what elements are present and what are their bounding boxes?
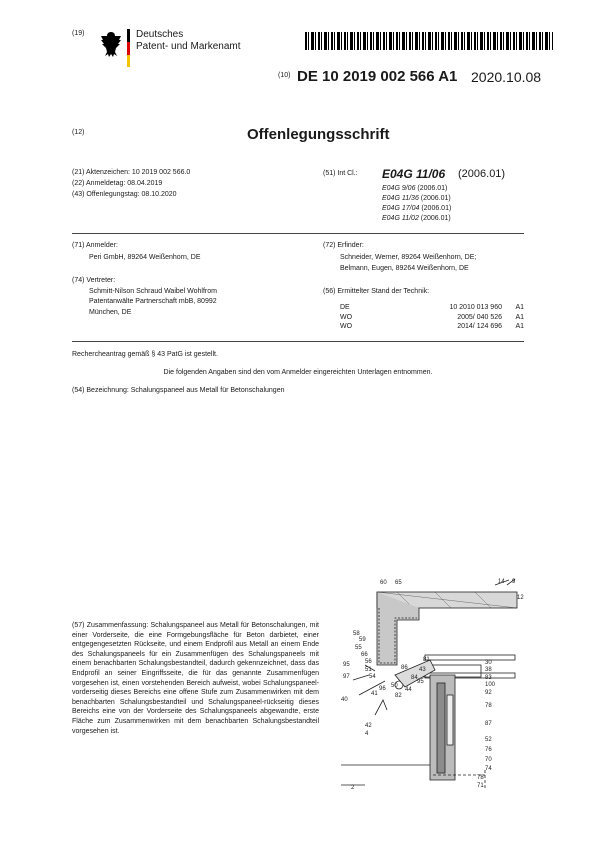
representative-label: (74) Vertreter: <box>72 277 116 284</box>
inid-10: (10) <box>278 72 291 79</box>
document-type: Offenlegungsschrift <box>247 126 390 143</box>
ref-label: 12 <box>517 595 524 601</box>
prior-art-row: WO 2014/ 124 696 A1 <box>340 323 524 331</box>
flag-stripe-gold <box>127 55 130 67</box>
ref-label: 87 <box>485 721 492 727</box>
ipc-entry: E04G 9/06 (2006.01) <box>382 185 448 192</box>
divider <box>72 341 524 342</box>
ref-label: 14 <box>498 579 505 585</box>
ref-label: 82 <box>395 693 402 699</box>
abstract-text: (57) Zusammenfassung: Schalungspaneel aus Metall für Betonschalungen, mit einer Vorderseite, die eine Formgebungsfläche für Beton darbietet, einer entgegengesetzten Rückseite, und einem Endprofil aus Metall an einem Ende des Schalungspaneels für ein Zusammenfügen des Schalungspaneels mit einem benachbarten Schalungsbestandteil, dadurch gekennzeichnet, dass das Endprofil an seiner Eingriffsseite, die für das genannte Zusammenfügen vorgesehen ist, einen vorstehenden Bereich aufweist, wobei Schalungspaneel-vorderseitig dieses Bereichs eine offene Stufe zum Zusammenwirken mit dem benachbarten Schalungsbestandteil und Schalungspaneel-rückseitig dieses Bereichs eine von der Vorderseite des Schalungspaneels abgewandte, erste Fläche zum Zusammenwirken mit dem benachbarten Schalungsbestandteil vorgesehen ist. <box>72 622 319 735</box>
inventor-line: Schneider, Werner, 89264 Weißenhorn, DE; <box>340 254 477 261</box>
ref-label: 70 <box>485 757 492 763</box>
ref-label: 56 <box>365 659 372 665</box>
ref-label: 55 <box>355 645 362 651</box>
search-request-note: Rechercheantrag gemäß § 43 PatG ist gestellt. <box>72 351 218 358</box>
ref-label: 66 <box>361 652 368 658</box>
ref-label: 71 <box>477 783 484 789</box>
ref-label: 76 <box>485 747 492 753</box>
representative-line: München, DE <box>89 309 132 316</box>
ref-label: 2 <box>351 785 355 791</box>
ref-label: 59 <box>359 637 366 643</box>
ref-label: 43 <box>419 667 426 673</box>
ref-label: 92 <box>485 690 492 696</box>
ref-label: 96 <box>379 686 386 692</box>
ipc-entry: E04G 17/04 (2006.01) <box>382 205 452 212</box>
office-name-line1: Deutsches <box>136 29 184 40</box>
filing-date: (22) Anmeldetag: 08.04.2019 <box>72 180 163 187</box>
ref-label: 30 <box>485 660 492 666</box>
ref-label: 50 <box>391 683 398 689</box>
federal-eagle-icon <box>98 29 124 63</box>
ref-label: 4 <box>365 731 369 737</box>
invention-title: (54) Bezeichnung: Schalungspaneel aus Metall für Betonschalungen <box>72 387 285 394</box>
prior-art-table <box>340 303 524 332</box>
ipc-main-version: (2006.01) <box>458 168 506 180</box>
information-note: Die folgenden Angaben sind den vom Anmelder eingereichten Unterlagen entnommen. <box>163 369 433 376</box>
inid-12: (12) <box>72 129 85 136</box>
ref-label: 78 <box>477 775 484 781</box>
ref-label: 58 <box>353 631 360 637</box>
ref-label: 86 <box>401 665 408 671</box>
ref-label: 54 <box>369 674 376 680</box>
inventor-label: (72) Erfinder: <box>323 242 364 249</box>
application-number: (21) Aktenzeichen: 10 2019 002 566.0 <box>72 169 191 176</box>
ref-label: 42 <box>365 723 372 729</box>
applicant-name: Peri GmbH, 89264 Weißenhorn, DE <box>89 254 201 261</box>
ref-label: 84 <box>411 675 418 681</box>
ref-label: 60 <box>380 580 387 586</box>
ref-label: 65 <box>395 580 402 586</box>
prior-art-row: WO 2005/ 040 526 A1 <box>340 313 524 321</box>
ref-label: 81 <box>423 657 430 663</box>
ref-label: 78 <box>485 703 492 709</box>
publication-date: 2020.10.08 <box>471 69 542 85</box>
flag-stripe-red <box>127 42 130 55</box>
prior-art-row: DE 10 2010 013 960 A1 <box>340 304 524 311</box>
publication-day: (43) Offenlegungstag: 08.10.2020 <box>72 191 177 198</box>
ref-label: 83 <box>485 675 492 681</box>
ref-label: 52 <box>485 737 492 743</box>
ref-label: 40 <box>341 697 348 703</box>
ipc-main-code: E04G 11/06 <box>382 167 446 181</box>
ref-label: 95 <box>343 662 350 668</box>
applicant-label: (71) Anmelder: <box>72 242 118 249</box>
divider <box>72 233 524 234</box>
ref-label: 44 <box>405 687 412 693</box>
ref-label: 38 <box>485 667 492 673</box>
inventor-line: Belmann, Eugen, 89264 Weißenhorn, DE <box>340 265 469 272</box>
inid-19: (19) <box>72 30 85 37</box>
ref-label: 51 <box>365 667 372 673</box>
ref-label: 74 <box>485 766 492 772</box>
prior-art-label: (56) Ermittelter Stand der Technik: <box>323 288 430 295</box>
technical-drawing <box>335 575 525 797</box>
ref-label: 97 <box>343 674 350 680</box>
barcode <box>305 32 553 50</box>
publication-number: DE 10 2019 002 566 A1 <box>297 68 458 85</box>
ref-label: 100 <box>485 682 496 688</box>
representative-line: Schmitt-Nilson Schraud Waibel Wohlfrom <box>89 288 217 295</box>
ipc-entry: E04G 11/36 (2006.01) <box>382 195 451 202</box>
ref-label: 9 <box>512 579 516 585</box>
ipc-label: (51) Int Cl.: <box>323 170 358 177</box>
flag-stripe-black <box>127 29 130 42</box>
ref-label: 95 <box>417 679 424 685</box>
ref-label: 41 <box>371 691 378 697</box>
office-name-line2: Patent- und Markenamt <box>136 41 241 52</box>
representative-line: Patentanwälte Partnerschaft mbB, 80992 <box>89 298 217 305</box>
ipc-entry: E04G 11/02 (2006.01) <box>382 215 451 222</box>
